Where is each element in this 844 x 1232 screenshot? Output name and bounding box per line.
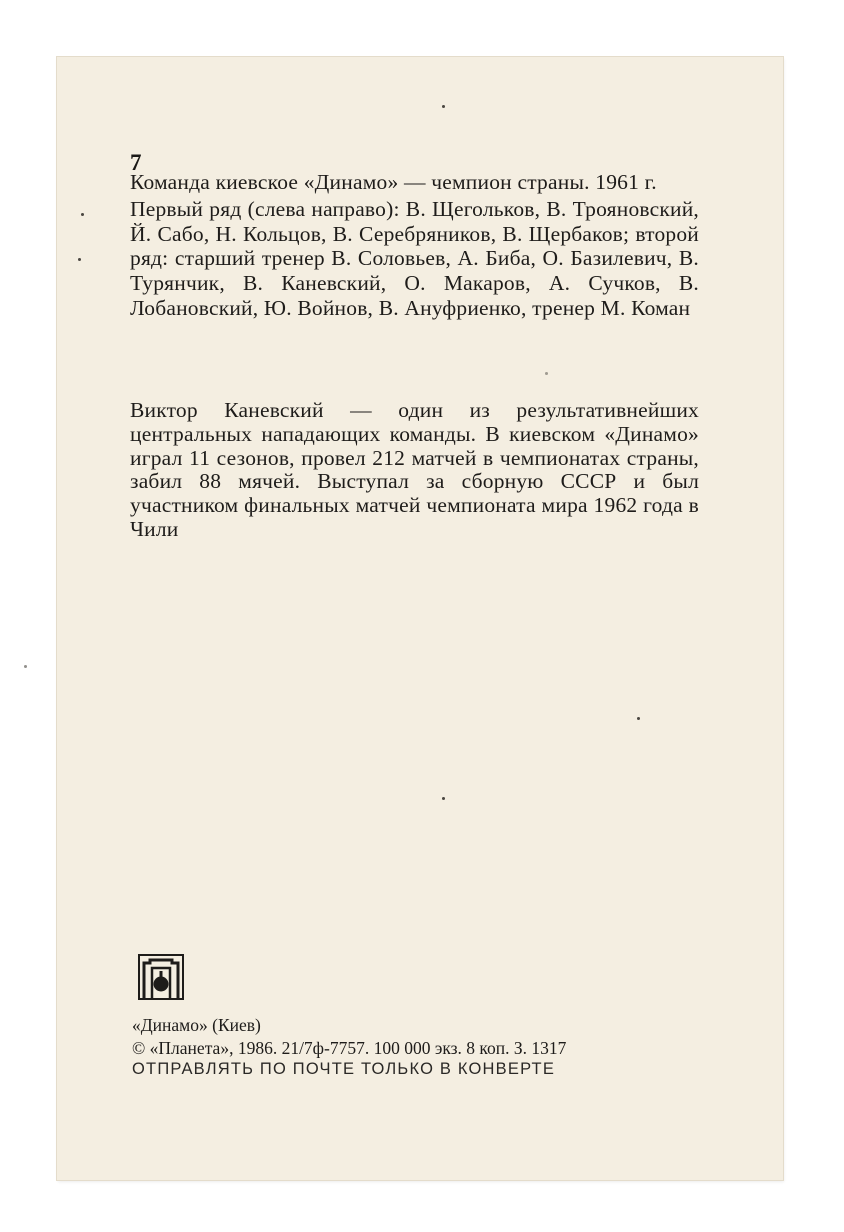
- paper-speck: [442, 797, 445, 800]
- paper-speck: [545, 372, 548, 375]
- scan-speck: [81, 213, 84, 216]
- bio-text: Виктор Каневский — один из результативнейших центральных нападающих команды. В киевском «Динамо» играл 11 сезонов, провел 212 матчей в чемпионатах страны, забил 88 мячей. Выступал за сборную СССР и был участником финальных матчей чемпионата мира 1962 года в Чили: [130, 398, 699, 541]
- player-bio: [130, 399, 699, 542]
- imprint-subject: «Динамо» (Киев): [132, 1015, 261, 1035]
- imprint: [132, 1014, 566, 1060]
- mailing-notice: ОТПРАВЛЯТЬ ПО ПОЧТЕ ТОЛЬКО В КОНВЕРТЕ: [132, 1060, 556, 1078]
- scan-speck: [24, 665, 27, 668]
- paper-speck: [637, 717, 640, 720]
- scan-speck: [78, 258, 81, 261]
- paper-speck: [442, 105, 445, 108]
- card-number: 7: [130, 150, 142, 175]
- planeta-publisher-logo-icon: [138, 954, 184, 1000]
- caption-title: Команда киевское «Динамо» — чемпион страны. 1961 г.: [130, 170, 657, 194]
- imprint-publisher: © «Планета», 1986. 21/7ф-7757. 100 000 экз. 8 коп. З. 1317: [132, 1038, 567, 1058]
- caption-players: Первый ряд (слева направо): В. Щегольков, В. Трояновский, Й. Сабо, Н. Кольцов, В. Серебряников, В. Щербаков; второй ряд: старший тренер В. Соловьев, А. Биба, О. Базилевич, В. Турянчик, В. Каневский, О. Макаров, А. Сучков, В. Лобановский, Ю. Войнов, В. Ануфриенко, тренер М. Коман: [130, 196, 699, 320]
- postcard-back: [57, 57, 783, 1180]
- photo-caption: [130, 170, 699, 321]
